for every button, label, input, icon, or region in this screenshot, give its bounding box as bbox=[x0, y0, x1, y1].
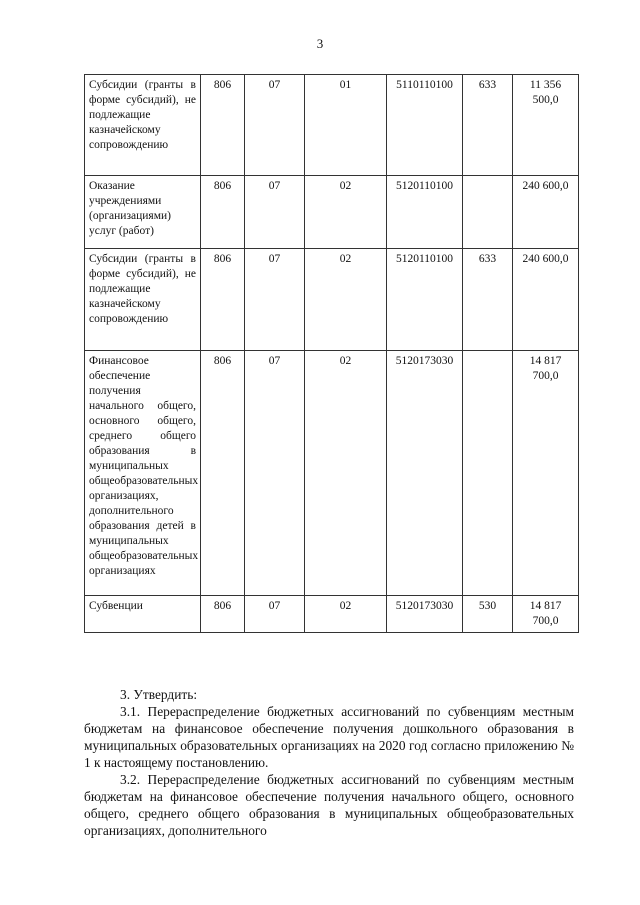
resolution-text bbox=[84, 686, 574, 839]
budget-table bbox=[84, 74, 579, 633]
table-row bbox=[85, 596, 579, 633]
expense-type-cell bbox=[463, 351, 513, 596]
subsection-cell: 02 bbox=[305, 596, 387, 633]
table-row bbox=[85, 351, 579, 596]
row-name-cell: Субсидии (гранты в форме субсидий), не подлежащие казначейскому сопровождению bbox=[85, 75, 201, 176]
ved-cell: 806 bbox=[201, 176, 245, 249]
expense-type-cell: 633 bbox=[463, 75, 513, 176]
table-row bbox=[85, 249, 579, 351]
expense-type-cell: 530 bbox=[463, 596, 513, 633]
target-article-cell: 5120110100 bbox=[387, 176, 463, 249]
section-cell: 07 bbox=[245, 249, 305, 351]
subsection-cell: 02 bbox=[305, 351, 387, 596]
row-name-cell: Субсидии (гранты в форме субсидий), не подлежащие казначейскому сопровождению bbox=[85, 249, 201, 351]
sum-cell: 14 817 700,0 bbox=[513, 351, 579, 596]
subsection-cell: 02 bbox=[305, 249, 387, 351]
target-article-cell: 5120173030 bbox=[387, 351, 463, 596]
subsection-cell: 02 bbox=[305, 176, 387, 249]
table-row bbox=[85, 176, 579, 249]
row-name-cell: Оказание учреждениями (организациями) услуг (работ) bbox=[85, 176, 201, 249]
section-cell: 07 bbox=[245, 351, 305, 596]
ved-cell: 806 bbox=[201, 249, 245, 351]
target-article-cell: 5120110100 bbox=[387, 249, 463, 351]
page-number: 3 bbox=[316, 36, 324, 51]
subsection-cell: 01 bbox=[305, 75, 387, 176]
target-article-cell: 5120173030 bbox=[387, 596, 463, 633]
ved-cell: 806 bbox=[201, 75, 245, 176]
row-name-cell: Субвенции bbox=[85, 596, 201, 633]
item-3-1-paragraph: 3.1. Перераспределение бюджетных ассигнований по субвенциям местным бюджетам на финансовое обеспечение получения дошкольного образования в муниципальных образовательных организациях на 2020 год согласно приложению № 1 к настоящему постановлению. bbox=[84, 704, 574, 770]
table-row bbox=[85, 75, 579, 176]
expense-type-cell: 633 bbox=[463, 249, 513, 351]
item-3-heading: 3. Утвердить: bbox=[120, 687, 198, 702]
ved-cell: 806 bbox=[201, 351, 245, 596]
row-name-cell: Финансовое обеспечение получения начального общего, основного общего, среднего общего образования в муниципальных общеобразовательных организациях, дополнительного образования детей в муниципальных общеобразовательных организациях bbox=[85, 351, 201, 596]
sum-cell: 240 600,0 bbox=[513, 176, 579, 249]
section-cell: 07 bbox=[245, 176, 305, 249]
sum-cell: 240 600,0 bbox=[513, 249, 579, 351]
sum-cell: 14 817 700,0 bbox=[513, 596, 579, 633]
item-3-2-paragraph: 3.2. Перераспределение бюджетных ассигнований по субвенциям местным бюджетам на финансовое обеспечение получения начального общего, основного общего, среднего общего образования в муниципальных общеобразовательных организациях, дополнительного bbox=[84, 772, 574, 838]
expense-type-cell bbox=[463, 176, 513, 249]
section-cell: 07 bbox=[245, 596, 305, 633]
ved-cell: 806 bbox=[201, 596, 245, 633]
sum-cell: 11 356 500,0 bbox=[513, 75, 579, 176]
section-cell: 07 bbox=[245, 75, 305, 176]
target-article-cell: 5110110100 bbox=[387, 75, 463, 176]
